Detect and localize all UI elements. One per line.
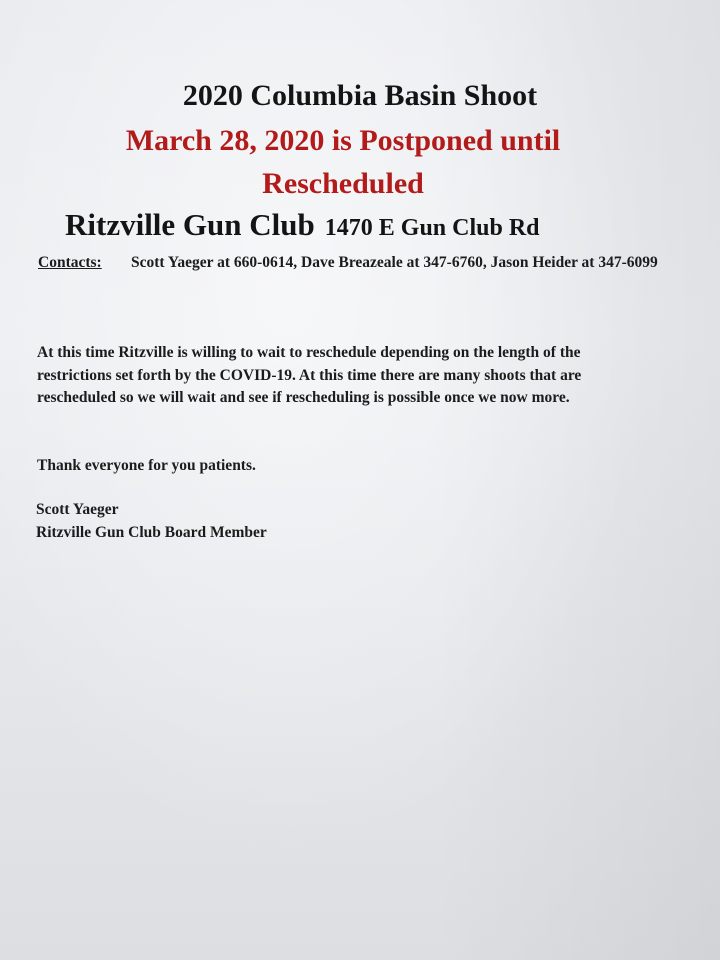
contacts-text: Scott Yaeger at 660-0614, Dave Breazeale at 347-6760, Jason Heider at 347-6099 [131, 254, 658, 271]
thanks-line: Thank everyone for you patients. [37, 457, 256, 474]
postponed-notice-line-2: Rescheduled [262, 167, 424, 200]
contacts-label: Contacts: [38, 254, 102, 271]
postponed-notice-line-1: March 28, 2020 is Postponed until [125, 124, 561, 157]
club-address: 1470 E Gun Club Rd [324, 215, 540, 241]
body-paragraph: At this time Ritzville is willing to wait to reschedule depending on the length of the restrictions set forth by the COVID-19. At this time there are many shoots that are rescheduled so we will wait and see if rescheduling is possible once we now more. [37, 344, 582, 406]
signer-title: Ritzville Gun Club Board Member [36, 524, 267, 541]
contacts-block [38, 252, 658, 273]
club-name: Ritzville Gun Club [65, 207, 315, 242]
signer-name: Scott Yaeger [36, 501, 119, 518]
document-heading: 2020 Columbia Basin Shoot [182, 79, 538, 112]
club-line [65, 207, 540, 243]
